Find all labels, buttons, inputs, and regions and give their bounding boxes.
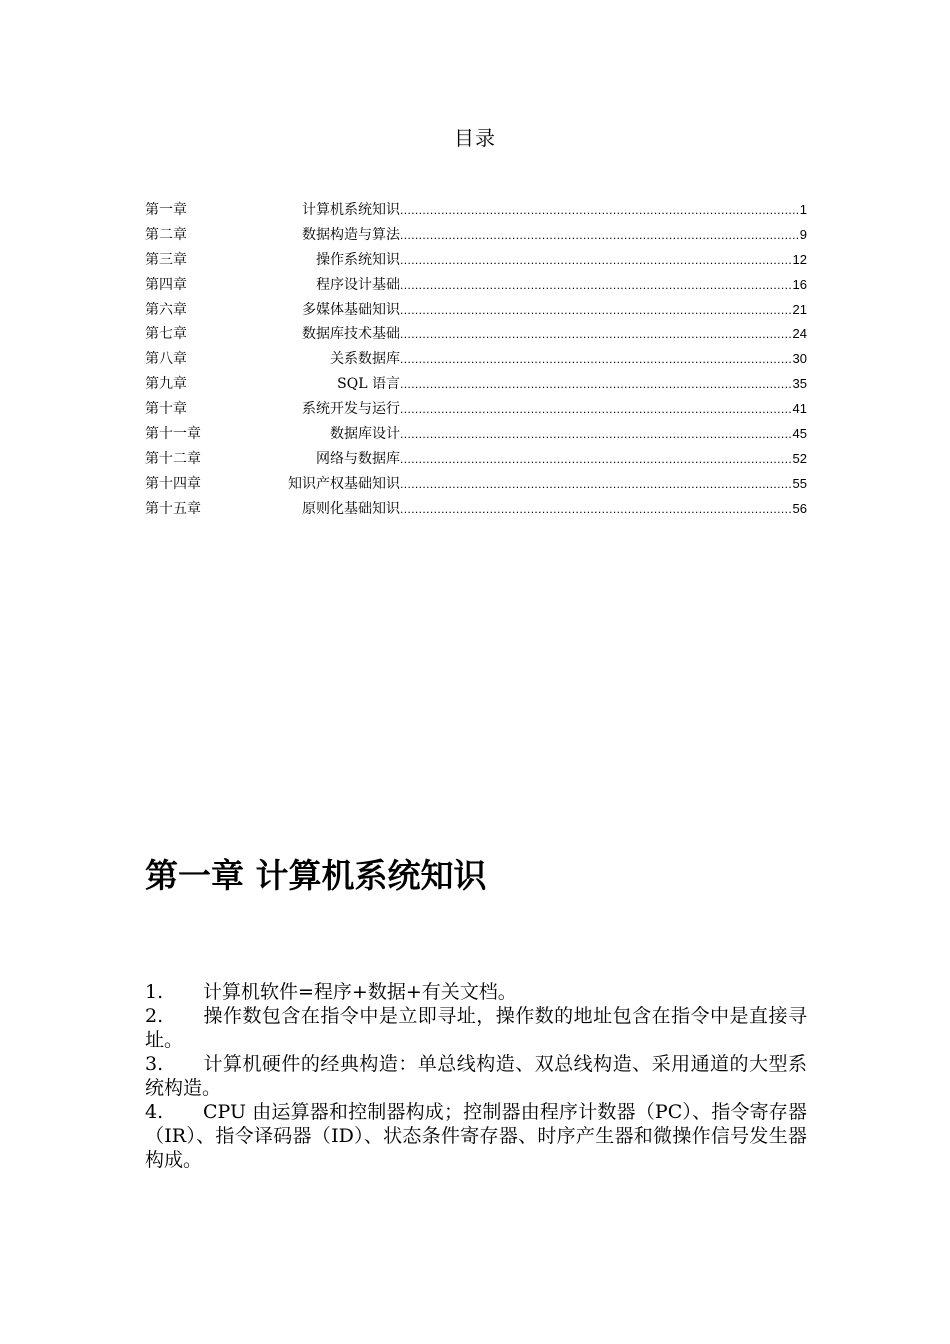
toc-entry[interactable] [145, 373, 807, 398]
toc-topic: 数据库技术基础 [302, 326, 400, 343]
toc-chapter-label: 第四章 [145, 276, 187, 293]
toc-page-number: 45 [792, 426, 807, 442]
toc-page-number: 1 [799, 202, 807, 217]
item-number: 1. [145, 981, 164, 1003]
toc-page-number: 12 [792, 251, 807, 267]
toc-chapter-label: 第三章 [145, 251, 187, 268]
toc-chapter-label: 第十章 [145, 401, 187, 418]
toc-entry[interactable] [145, 498, 807, 523]
toc-entry[interactable] [145, 249, 807, 274]
toc-page-number: 16 [792, 276, 807, 292]
toc-page-number: 55 [792, 475, 807, 491]
toc-chapter-label: 第二章 [145, 226, 187, 243]
toc-page-number: 24 [792, 326, 807, 342]
toc-chapter-label: 第七章 [145, 326, 187, 343]
toc-leader-dots [400, 502, 793, 516]
toc-chapter-label: 第十五章 [145, 500, 201, 517]
toc-entry[interactable] [145, 299, 807, 324]
toc-entry[interactable] [145, 398, 807, 423]
toc-chapter-label: 第九章 [145, 376, 187, 393]
toc-chapter-label: 第六章 [145, 301, 187, 318]
toc-page-number: 35 [792, 376, 807, 392]
list-item [145, 980, 807, 1004]
toc-leader-dots [400, 203, 800, 217]
toc-title: 目录 [454, 126, 496, 150]
toc-leader-dots [400, 352, 793, 366]
toc-page-number: 30 [792, 351, 807, 367]
list-item [145, 1052, 807, 1100]
toc-entry[interactable] [145, 473, 807, 498]
toc-topic: 数据构造与算法 [302, 226, 400, 243]
item-text: 计算机软件=程序+数据+有关文档。 [203, 981, 517, 1003]
toc-topic: 多媒体基础知识 [302, 301, 400, 318]
numbered-list [145, 980, 807, 1172]
toc-topic: SQL 语言 [337, 376, 400, 393]
toc-leader-dots [400, 377, 793, 391]
toc-topic: 程序设计基础 [316, 276, 400, 293]
list-item [145, 1004, 807, 1052]
toc-leader-dots [400, 427, 793, 441]
toc-chapter-label: 第十四章 [145, 475, 201, 492]
toc-entry[interactable] [145, 274, 807, 299]
toc-chapter-label: 第十二章 [145, 450, 201, 467]
toc-leader-dots [400, 278, 793, 292]
toc-page-number: 52 [792, 450, 807, 466]
toc-entry[interactable] [145, 448, 807, 473]
item-number: 3. [145, 1053, 164, 1075]
toc-leader-dots [400, 253, 793, 267]
toc-entry[interactable] [145, 348, 807, 373]
toc-leader-dots [400, 402, 793, 416]
item-number: 2. [145, 1005, 164, 1027]
toc-entry[interactable] [145, 423, 807, 448]
toc-chapter-label: 第一章 [145, 202, 187, 218]
toc-page-number: 56 [792, 500, 807, 516]
toc-leader-dots [400, 327, 793, 341]
toc-topic: 原则化基础知识 [302, 500, 400, 517]
toc-chapter-label: 第十一章 [145, 426, 201, 443]
toc-topic: 计算机系统知识 [302, 202, 400, 218]
toc-leader-dots [400, 228, 800, 242]
toc-entry[interactable] [145, 199, 807, 224]
toc-entry[interactable] [145, 323, 807, 348]
table-of-contents [145, 199, 807, 523]
toc-page-number: 9 [799, 226, 807, 242]
toc-topic: 数据库设计 [330, 426, 400, 443]
toc-page-number: 41 [792, 401, 807, 417]
toc-topic: 知识产权基础知识 [288, 475, 400, 492]
toc-entry[interactable] [145, 224, 807, 249]
toc-topic: 网络与数据库 [316, 450, 400, 467]
toc-leader-dots [400, 477, 793, 491]
toc-leader-dots [400, 303, 793, 317]
toc-page-number: 21 [792, 301, 807, 317]
item-text: 操作数包含在指令中是立即寻址，操作数的地址包含在指令中是直接寻址。 [145, 1005, 807, 1051]
toc-topic: 系统开发与运行 [302, 401, 400, 418]
item-number: 4. [145, 1101, 164, 1123]
chapter-heading: 第一章 计算机系统知识 [145, 856, 487, 895]
toc-topic: 关系数据库 [330, 351, 400, 368]
item-text: CPU 由运算器和控制器构成；控制器由程序计数器（PC）、指令寄存器（IR）、指令译码器（ID）、状态条件寄存器、时序产生器和微操作信号发生器构成。 [145, 1101, 807, 1171]
list-item [145, 1100, 807, 1172]
item-text: 计算机硬件的经典构造：单总线构造、双总线构造、采用通道的大型系统构造。 [145, 1053, 807, 1099]
toc-chapter-label: 第八章 [145, 351, 187, 368]
toc-leader-dots [400, 452, 793, 466]
toc-topic: 操作系统知识 [316, 251, 400, 268]
